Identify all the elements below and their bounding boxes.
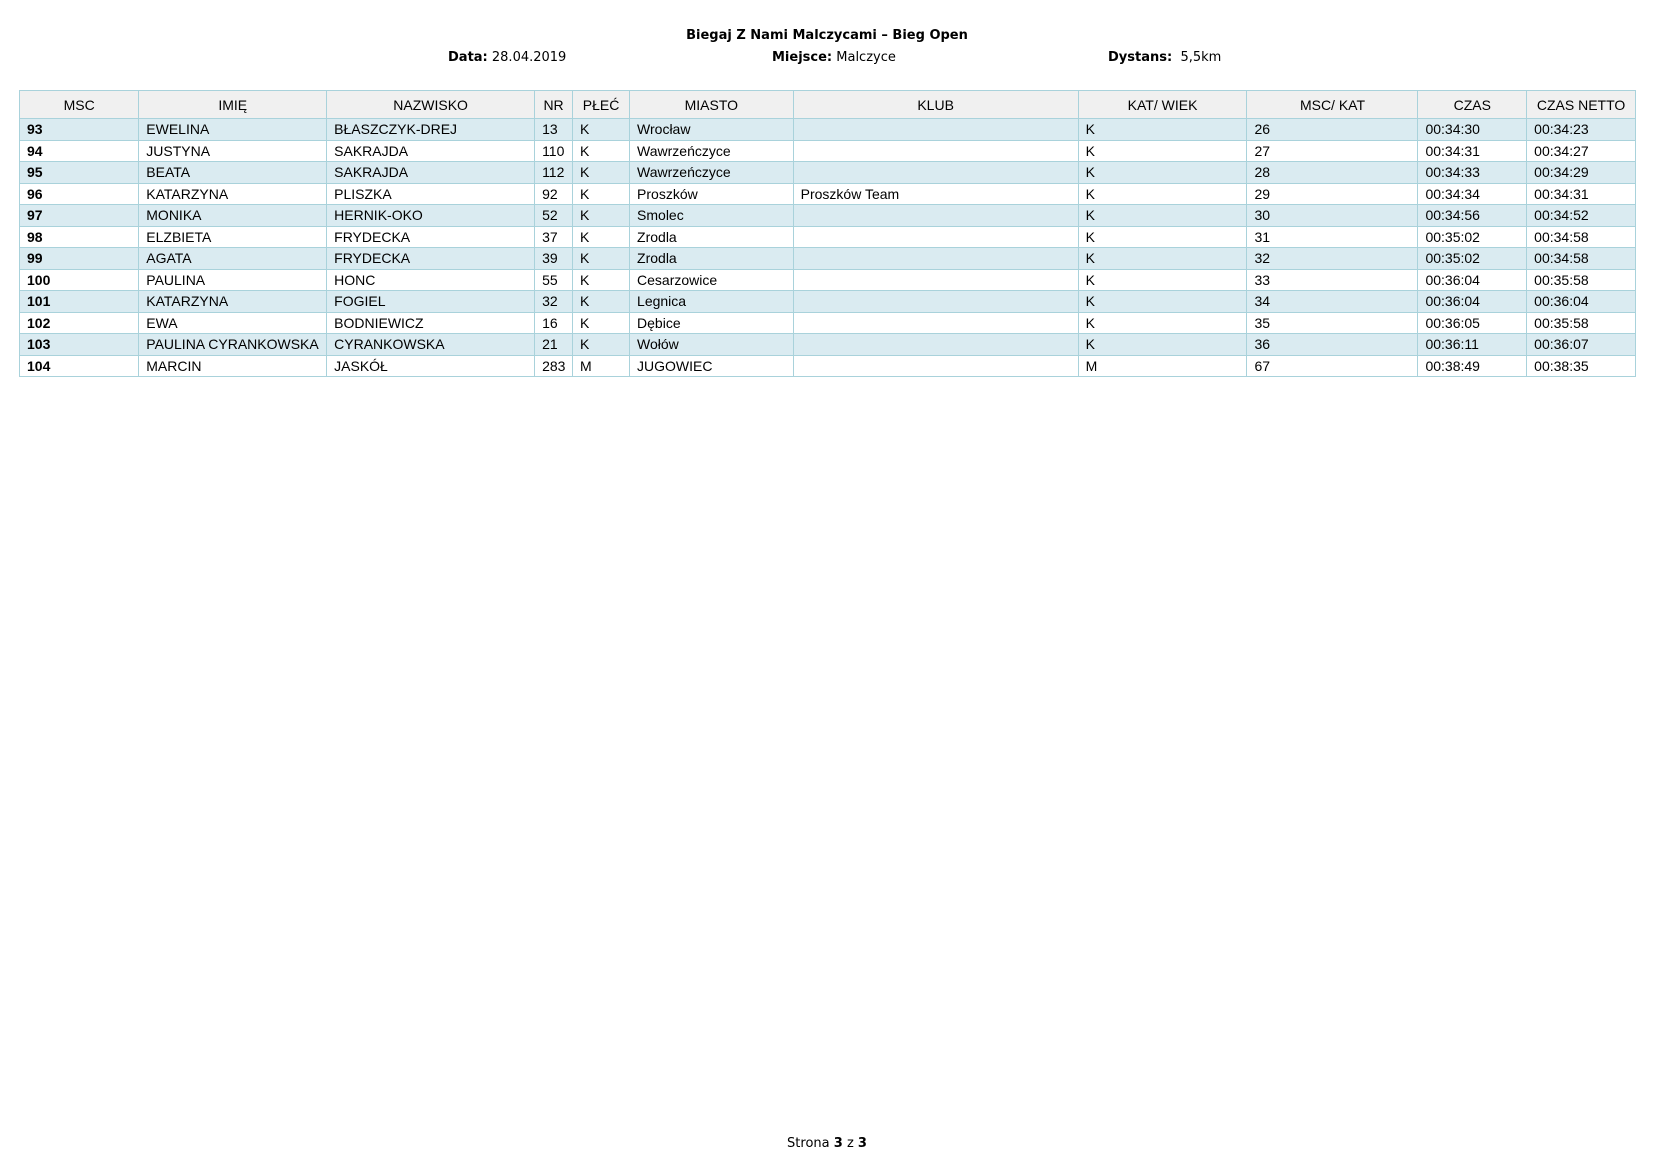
cell-miasto: Wawrzeńczyce [630,140,794,162]
cell-plec: K [573,162,630,184]
cell-czas-netto: 00:38:35 [1527,355,1636,377]
cell-nazwisko: SAKRAJDA [327,162,535,184]
cell-kat-wiek: K [1078,269,1247,291]
cell-czas: 00:34:33 [1418,162,1527,184]
event-distance [1108,50,1221,65]
cell-msc: 95 [20,162,139,184]
table-row [20,162,1636,184]
col-kat-wiek: KAT/ WIEK [1078,91,1247,119]
cell-msc-kat: 31 [1247,226,1418,248]
cell-nazwisko: JASKÓŁ [327,355,535,377]
cell-klub [793,205,1078,227]
cell-plec: K [573,248,630,270]
cell-imie: PAULINA CYRANKOWSKA [139,334,327,356]
cell-nazwisko: FRYDECKA [327,248,535,270]
date-value: 28.04.2019 [491,50,567,65]
cell-nazwisko: BŁASZCZYK-DREJ [327,119,535,141]
cell-plec: K [573,312,630,334]
cell-czas-netto: 00:35:58 [1527,312,1636,334]
cell-plec: K [573,269,630,291]
col-miasto: MIASTO [630,91,794,119]
table-row [20,140,1636,162]
table-row [20,334,1636,356]
cell-msc: 96 [20,183,139,205]
cell-czas: 00:36:04 [1418,291,1527,313]
cell-nr: 283 [535,355,573,377]
place-value: Malczyce [836,50,896,65]
cell-plec: K [573,291,630,313]
cell-nr: 92 [535,183,573,205]
cell-nr: 21 [535,334,573,356]
cell-imie: AGATA [139,248,327,270]
cell-klub [793,312,1078,334]
cell-nazwisko: FOGIEL [327,291,535,313]
cell-nr: 112 [535,162,573,184]
cell-kat-wiek: M [1078,355,1247,377]
cell-miasto: Wawrzeńczyce [630,162,794,184]
cell-msc-kat: 28 [1247,162,1418,184]
page-label: Strona [787,1136,830,1151]
cell-kat-wiek: K [1078,183,1247,205]
cell-czas-netto: 00:34:31 [1527,183,1636,205]
cell-kat-wiek: K [1078,162,1247,184]
cell-kat-wiek: K [1078,205,1247,227]
cell-nazwisko: PLISZKA [327,183,535,205]
cell-miasto: Smolec [630,205,794,227]
cell-imie: PAULINA [139,269,327,291]
cell-msc: 93 [20,119,139,141]
cell-klub [793,355,1078,377]
cell-klub [793,140,1078,162]
cell-imie: KATARZYNA [139,183,327,205]
table-row [20,183,1636,205]
cell-imie: MONIKA [139,205,327,227]
cell-czas: 00:38:49 [1418,355,1527,377]
cell-plec: M [573,355,630,377]
cell-klub [793,248,1078,270]
date-label: Data: [448,50,488,65]
cell-nr: 13 [535,119,573,141]
cell-msc-kat: 29 [1247,183,1418,205]
col-nazwisko: NAZWISKO [327,91,535,119]
event-place [772,50,896,65]
col-czas-netto: CZAS NETTO [1527,91,1636,119]
cell-nr: 55 [535,269,573,291]
distance-label: Dystans: [1108,50,1173,65]
cell-czas: 00:34:56 [1418,205,1527,227]
cell-miasto: Proszków [630,183,794,205]
cell-msc-kat: 26 [1247,119,1418,141]
cell-czas: 00:34:31 [1418,140,1527,162]
header-row [20,91,1636,119]
col-imie: IMIĘ [139,91,327,119]
cell-czas: 00:36:04 [1418,269,1527,291]
event-date [448,50,566,65]
cell-miasto: Zrodla [630,226,794,248]
col-klub: KLUB [793,91,1078,119]
cell-czas: 00:35:02 [1418,248,1527,270]
page-footer [0,1136,1654,1151]
cell-miasto: Zrodla [630,248,794,270]
document-title: Biegaj Z Nami Malczycami – Bieg Open [686,28,968,43]
cell-msc: 100 [20,269,139,291]
cell-msc: 101 [20,291,139,313]
cell-msc: 104 [20,355,139,377]
cell-czas: 00:34:30 [1418,119,1527,141]
table-row [20,226,1636,248]
results-table [19,90,1636,377]
cell-nazwisko: SAKRAJDA [327,140,535,162]
col-msc-kat: MSC/ KAT [1247,91,1418,119]
cell-klub [793,334,1078,356]
table-row [20,291,1636,313]
cell-nazwisko: HONC [327,269,535,291]
cell-plec: K [573,119,630,141]
cell-kat-wiek: K [1078,291,1247,313]
cell-czas-netto: 00:34:27 [1527,140,1636,162]
cell-msc: 98 [20,226,139,248]
page-total: 3 [857,1136,867,1151]
cell-nazwisko: HERNIK-OKO [327,205,535,227]
cell-klub: Proszków Team [793,183,1078,205]
cell-klub [793,119,1078,141]
cell-nr: 52 [535,205,573,227]
cell-imie: MARCIN [139,355,327,377]
cell-miasto: Legnica [630,291,794,313]
cell-msc-kat: 67 [1247,355,1418,377]
cell-czas-netto: 00:34:58 [1527,248,1636,270]
cell-plec: K [573,226,630,248]
cell-czas: 00:35:02 [1418,226,1527,248]
cell-miasto: Wołów [630,334,794,356]
cell-nr: 32 [535,291,573,313]
table-row [20,355,1636,377]
cell-msc: 97 [20,205,139,227]
col-nr: NR [535,91,573,119]
cell-plec: K [573,140,630,162]
cell-imie: ELZBIETA [139,226,327,248]
cell-imie: BEATA [139,162,327,184]
cell-kat-wiek: K [1078,119,1247,141]
cell-msc-kat: 34 [1247,291,1418,313]
table-row [20,119,1636,141]
results-body [20,119,1636,377]
cell-msc: 99 [20,248,139,270]
cell-klub [793,226,1078,248]
cell-czas-netto: 00:34:52 [1527,205,1636,227]
cell-czas: 00:34:34 [1418,183,1527,205]
cell-czas: 00:36:05 [1418,312,1527,334]
cell-plec: K [573,205,630,227]
cell-msc-kat: 27 [1247,140,1418,162]
col-msc: MSC [20,91,139,119]
cell-msc: 102 [20,312,139,334]
cell-msc-kat: 36 [1247,334,1418,356]
cell-kat-wiek: K [1078,334,1247,356]
col-czas: CZAS [1418,91,1527,119]
cell-klub [793,162,1078,184]
cell-imie: EWA [139,312,327,334]
cell-msc-kat: 35 [1247,312,1418,334]
cell-miasto: Wrocław [630,119,794,141]
cell-czas-netto: 00:36:04 [1527,291,1636,313]
cell-nr: 16 [535,312,573,334]
cell-imie: KATARZYNA [139,291,327,313]
cell-miasto: Dębice [630,312,794,334]
cell-czas-netto: 00:34:58 [1527,226,1636,248]
cell-czas-netto: 00:36:07 [1527,334,1636,356]
cell-klub [793,291,1078,313]
cell-plec: K [573,334,630,356]
page-current: 3 [833,1136,843,1151]
cell-klub [793,269,1078,291]
cell-czas-netto: 00:34:29 [1527,162,1636,184]
cell-miasto: Cesarzowice [630,269,794,291]
cell-plec: K [573,183,630,205]
cell-msc-kat: 32 [1247,248,1418,270]
table-row [20,248,1636,270]
cell-miasto: JUGOWIEC [630,355,794,377]
table-row [20,312,1636,334]
table-row [20,269,1636,291]
cell-kat-wiek: K [1078,226,1247,248]
table-row [20,205,1636,227]
cell-msc: 94 [20,140,139,162]
cell-kat-wiek: K [1078,248,1247,270]
page-separator: z [846,1136,854,1151]
cell-nazwisko: FRYDECKA [327,226,535,248]
distance-value: 5,5km [1180,50,1222,65]
cell-msc-kat: 33 [1247,269,1418,291]
cell-nazwisko: BODNIEWICZ [327,312,535,334]
cell-imie: JUSTYNA [139,140,327,162]
cell-nazwisko: CYRANKOWSKA [327,334,535,356]
place-label: Miejsce: [772,50,833,65]
cell-nr: 39 [535,248,573,270]
cell-msc: 103 [20,334,139,356]
cell-czas: 00:36:11 [1418,334,1527,356]
col-plec: PŁEĆ [573,91,630,119]
cell-msc-kat: 30 [1247,205,1418,227]
cell-nr: 110 [535,140,573,162]
cell-kat-wiek: K [1078,140,1247,162]
cell-kat-wiek: K [1078,312,1247,334]
cell-czas-netto: 00:35:58 [1527,269,1636,291]
cell-imie: EWELINA [139,119,327,141]
cell-nr: 37 [535,226,573,248]
cell-czas-netto: 00:34:23 [1527,119,1636,141]
